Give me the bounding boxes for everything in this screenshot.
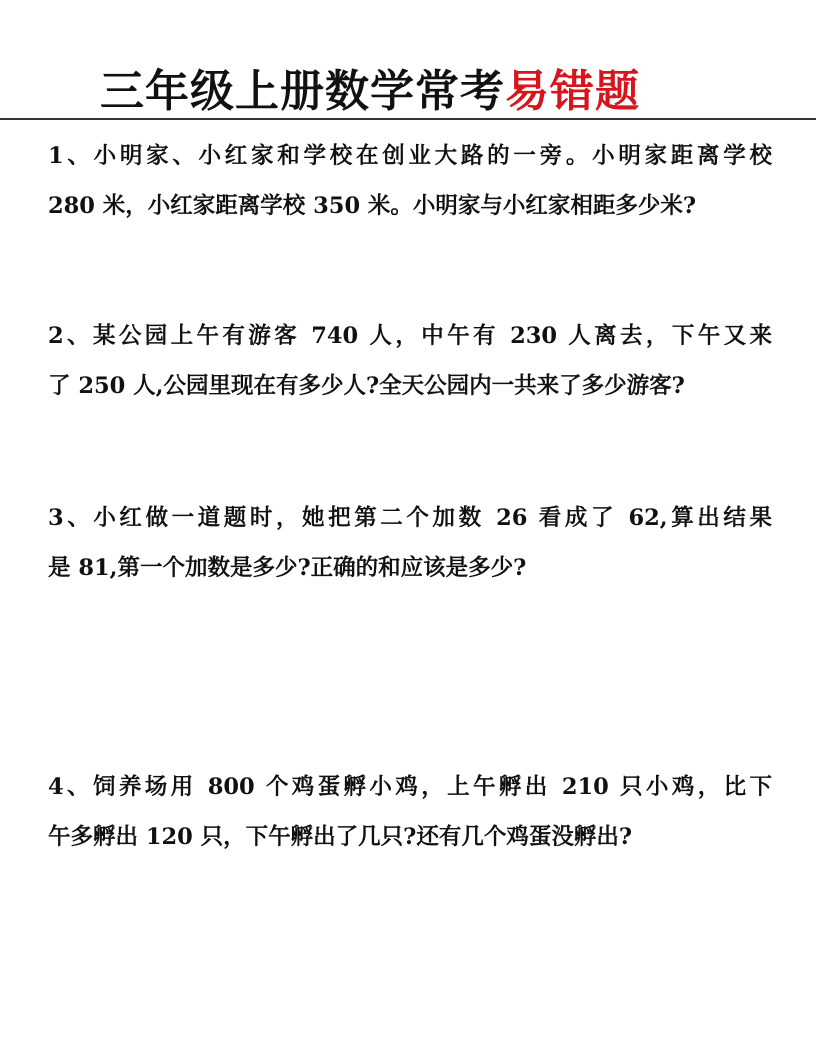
question-1 — [48, 131, 772, 231]
question-1-line-1: 1、小明家、小红家和学校在创业大路的一旁。小明家距离学校 — [48, 143, 772, 169]
question-2-line-1: 2、某公园上午有游客 740 人，中午有 230 人离去，下午又来 — [48, 323, 772, 349]
page-title-accent: 易错题 — [505, 66, 640, 117]
question-3-line-2: 是 81,第一个加数是多少?正确的和应该是多少? — [48, 555, 527, 581]
title-divider — [0, 118, 816, 120]
question-2 — [48, 311, 772, 411]
page-title-main: 三年级上册数学常考 — [100, 66, 505, 117]
question-3 — [48, 493, 772, 593]
question-4-line-1: 4、饲养场用 800 个鸡蛋孵小鸡，上午孵出 210 只小鸡，比下 — [48, 774, 772, 800]
question-4-line-2: 午多孵出 120 只，下午孵出了几只?还有几个鸡蛋没孵出? — [48, 824, 633, 850]
question-1-line-2: 280 米，小红家距离学校 350 米。小明家与小红家相距多少米? — [48, 193, 697, 219]
page-title — [100, 62, 640, 122]
question-2-line-2: 了 250 人,公园里现在有多少人?全天公园内一共来了多少游客? — [48, 373, 685, 399]
question-4 — [48, 762, 772, 862]
question-3-line-1: 3、小红做一道题时，她把第二个加数 26 看成了 62,算出结果 — [48, 505, 772, 531]
